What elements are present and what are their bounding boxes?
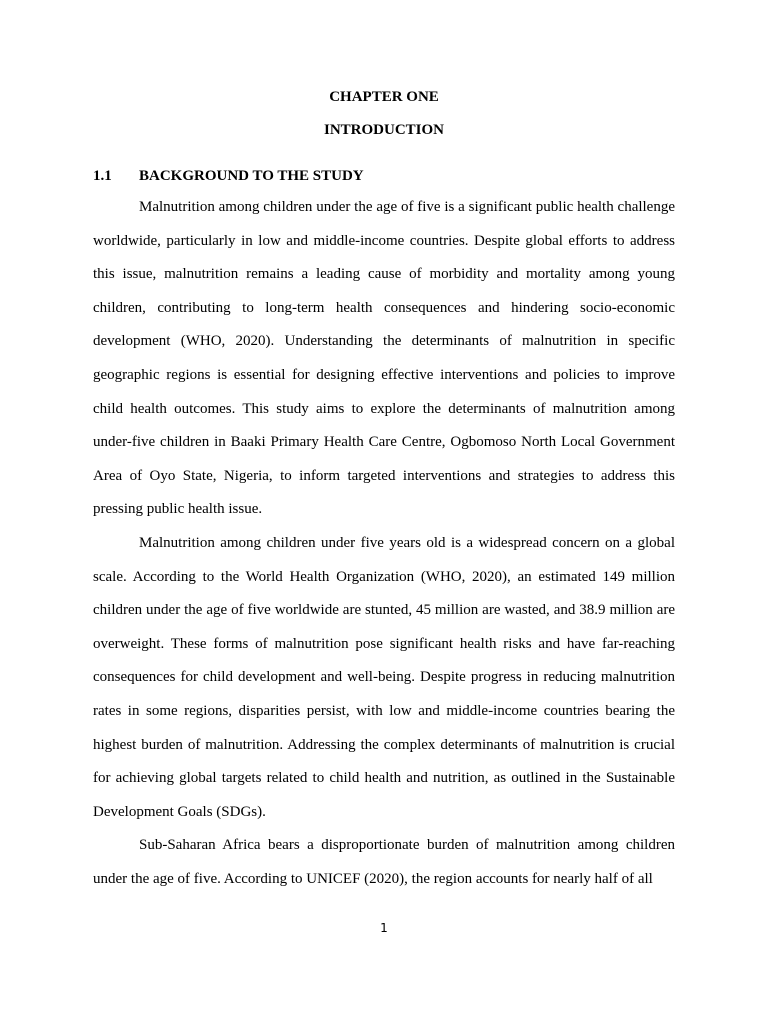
section-title: BACKGROUND TO THE STUDY: [139, 168, 364, 184]
page-number: 1: [380, 921, 388, 935]
paragraph-3: Sub-Saharan Africa bears a disproportionate burden of malnutrition among children under the age of five. According to UNICEF (2020), the region accounts for nearly half of all: [93, 837, 675, 887]
chapter-title-heading: INTRODUCTION: [323, 122, 444, 138]
chapter-number-heading: CHAPTER ONE: [329, 89, 439, 105]
section-heading: [93, 167, 675, 185]
paragraph-2: Malnutrition among children under five years old is a widespread concern on a global scale. According to the World Health Organization (WHO, 2020), an estimated 149 million children under the age of five worldwide are stunted, 45 million are wasted, and 38.9 million are overweight. These forms of malnutrition pose significant health risks and have far-reaching consequences for child development and well-being. Despite progress in reducing malnutrition rates in some regions, disparities persist, with low and middle-income countries bearing the highest burden of malnutrition. Addressing the complex determinants of malnutrition is crucial for achieving global targets related to child health and nutrition, as outlined in the Sustainable Development Goals (SDGs).: [93, 534, 675, 820]
paragraph-1: Malnutrition among children under the age of five is a significant public health challenge worldwide, particularly in low and middle-income countries. Despite global efforts to address this issue, malnutrition remains a leading cause of morbidity and mortality among young children, contributing to long-term health consequences and hindering socio-economic development (WHO, 2020). Understanding the determinants of malnutrition in specific geographic regions is essential for designing effective interventions and policies to improve child health outcomes. This study aims to explore the determinants of malnutrition among under-five children in Baaki Primary Health Care Centre, Ogbomoso North Local Government Area of Oyo State, Nigeria, to inform targeted interventions and strategies to address this pressing public health issue.: [93, 199, 675, 518]
section-number: 1.1: [93, 168, 112, 184]
body-text: [93, 191, 675, 896]
